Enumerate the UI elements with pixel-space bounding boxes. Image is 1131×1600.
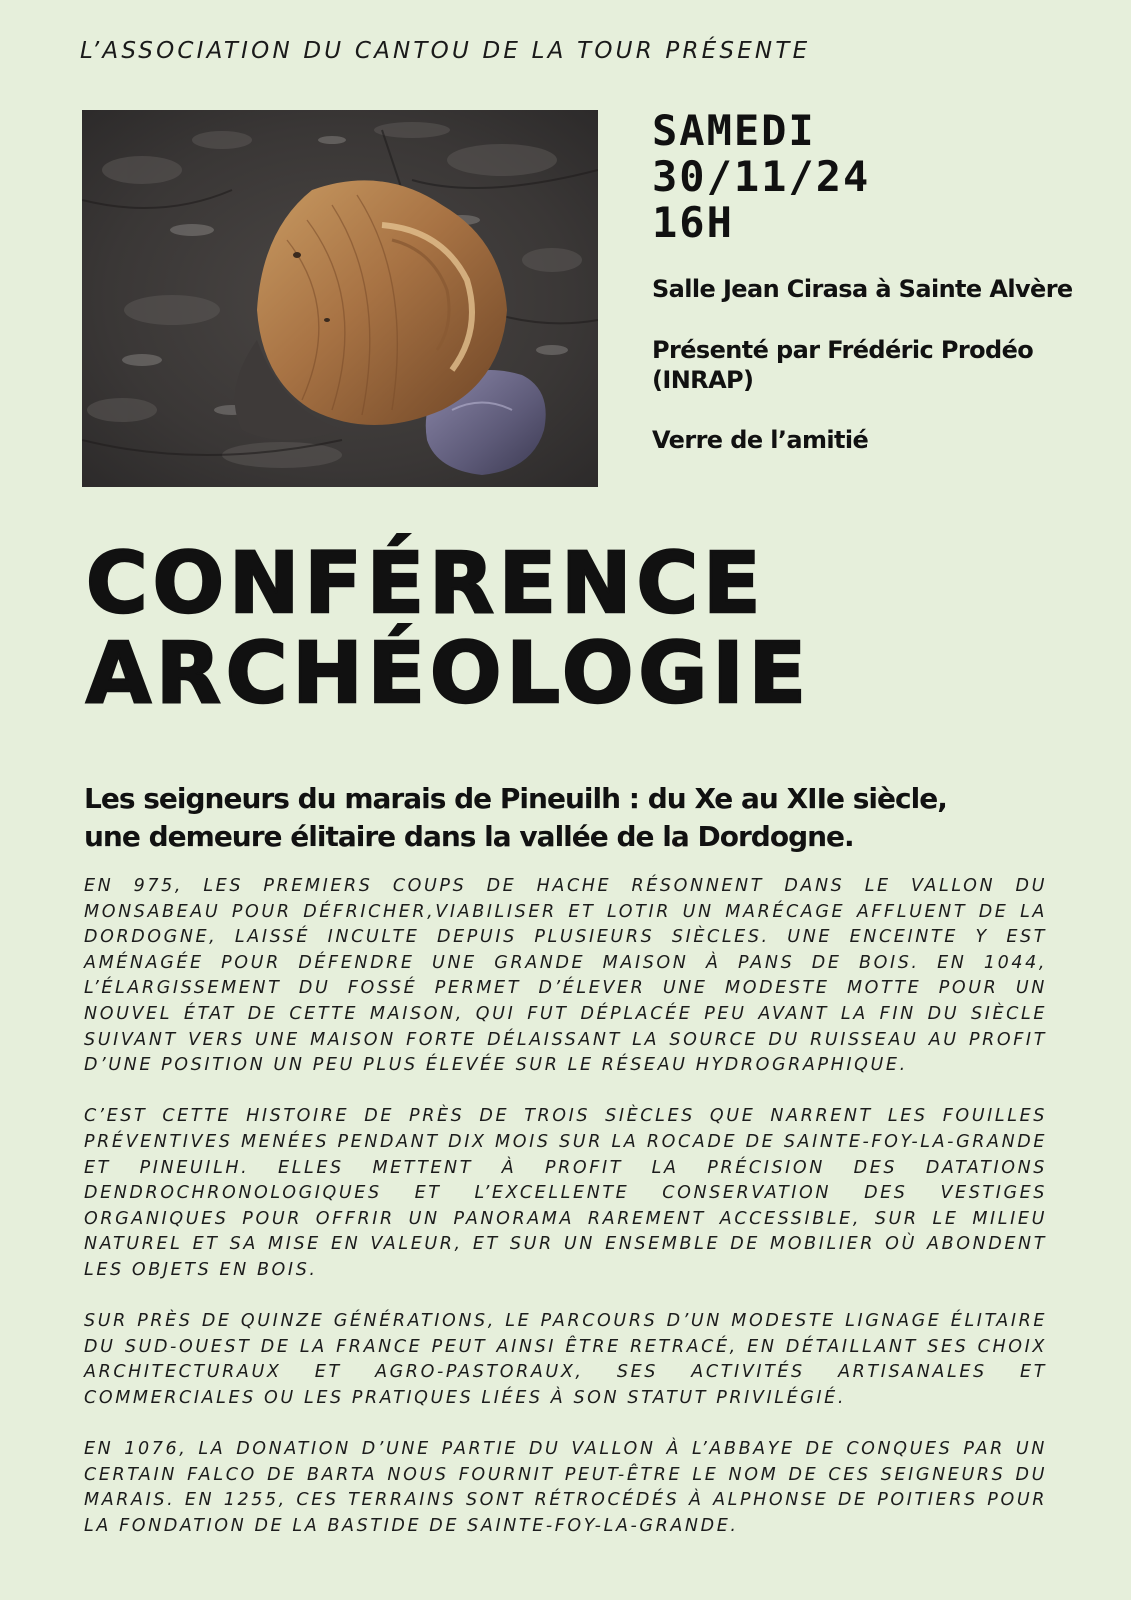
event-speaker: Présenté par Frédéric Prodéo (INRAP) [652, 336, 1034, 394]
wooden-bowl-in-mud-image [82, 110, 598, 487]
event-venue: Salle Jean Cirasa à Sainte Alvère [652, 275, 1073, 303]
description-paragraph-4: EN 1076, LA DONATION D’UNE PARTIE DU VALLON À L’ABBAYE DE CONQUES PAR UN CERTAIN FALCO DE BARTA NOUS FOURNIT PEUT-ÊTRE LE NOM DE CES SEIGNEURS DU MARAIS. EN 1255, CES TERRAINS SONT RÉTROCÉDÉS À ALPHONSE DE POITIERS POUR LA FONDATION DE LA BASTIDE DE SAINTE-FOY-LA-GRANDE. [84, 1439, 1047, 1536]
event-time: 16H [652, 198, 734, 247]
main-title [86, 534, 811, 722]
main-title-line2: ARCHÉOLOGIE [86, 624, 811, 722]
event-date: 30/11/24 [652, 152, 871, 201]
conference-description [84, 874, 1047, 1565]
event-date-block [652, 108, 870, 246]
description-paragraph-3: SUR PRÈS DE QUINZE GÉNÉRATIONS, LE PARCOURS D’UN MODESTE LIGNAGE ÉLITAIRE DU SUD-OUEST DE LA FRANCE PEUT AINSI ÊTRE RETRACÉ, EN DÉTAILLANT SES CHOIX ARCHITECTURAUX ET AGRO-PASTORAUX, SES ACTIVITÉS ARTISANALES ET COMMERCIALES OU LES PRATIQUES LIÉES À SON STATUT PRIVILÉGIÉ. [84, 1311, 1047, 1408]
event-day: SAMEDI [652, 106, 816, 155]
conference-subtitle: Les seigneurs du marais de Pineuilh : du Xe au XIIe siècle, une demeure élitaire dans la vallée de la Dordogne. [84, 782, 947, 853]
archaeology-photo [82, 110, 598, 487]
presenter-line: L’ASSOCIATION DU CANTOU DE LA TOUR PRÉSENTE [80, 38, 811, 64]
description-paragraph-2: C’EST CETTE HISTOIRE DE PRÈS DE TROIS SIÈCLES QUE NARRENT LES FOUILLES PRÉVENTIVES MENÉES PENDANT DIX MOIS SUR LA ROCADE DE SAINTE-FOY-LA-GRANDE ET PINEUILH. ELLES METTENT À PROFIT LA PRÉCISION DES DATATIONS DENDROCHRONOLOGIQUES ET L’EXCELLENTE CONSERVATION DES VESTIGES ORGANIQUES POUR OFFRIR UN PANORAMA RAREMENT ACCESSIBLE, SUR LE MILIEU NATUREL ET SA MISE EN VALEUR, ET SUR UN ENSEMBLE DE MOBILIER OÙ ABONDENT LES OBJETS EN BOIS. [84, 1106, 1047, 1280]
description-paragraph-1: EN 975, LES PREMIERS COUPS DE HACHE RÉSONNENT DANS LE VALLON DU MONSABEAU POUR DÉFRICHER,VIABILISER ET LOTIR UN MARÉCAGE AFFLUENT DE LA DORDOGNE, LAISSÉ INCULTE DEPUIS PLUSIEURS SIÈCLES. UNE ENCEINTE Y EST AMÉNAGÉE POUR DÉFENDRE UNE GRANDE MAISON À PANS DE BOIS. EN 1044, L’ÉLARGISSEMENT DU FOSSÉ PERMET D’ÉLEVER UNE MODESTE MOTTE POUR UN NOUVEL ÉTAT DE CETTE MAISON, QUI FUT DÉPLACÉE PEU AVANT LA FIN DU SIÈCLE SUIVANT VERS UNE MAISON FORTE DÉLAISSANT LA SOURCE DU RUISSEAU AU PROFIT D’UNE POSITION UN PEU PLUS ÉLEVÉE SUR LE RÉSEAU HYDROGRAPHIQUE. [84, 876, 1047, 1076]
event-extra: Verre de l’amitié [652, 426, 869, 454]
main-title-line1: CONFÉRENCE [86, 534, 766, 632]
